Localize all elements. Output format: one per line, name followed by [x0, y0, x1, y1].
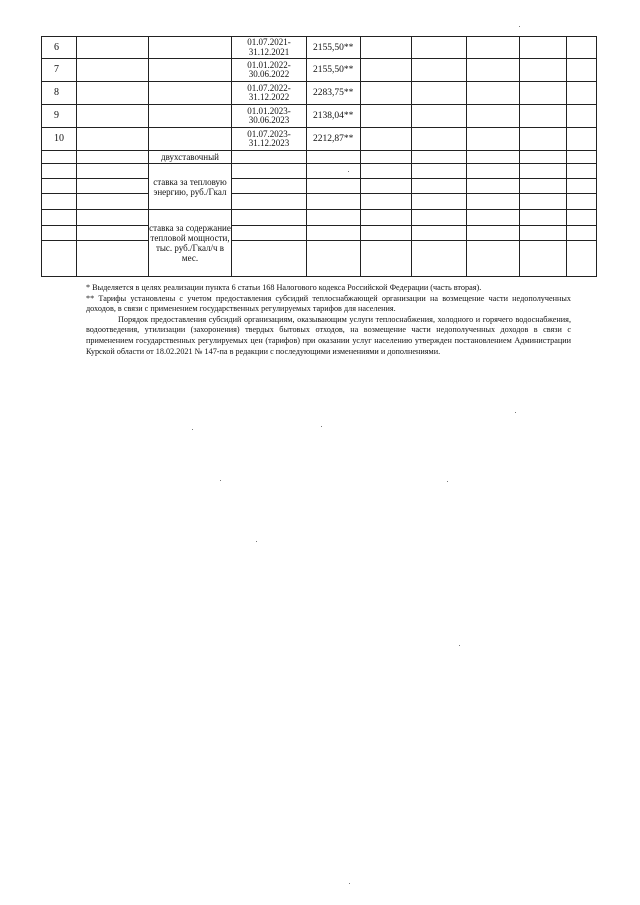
tariff-value: 2155,50**	[307, 59, 361, 82]
scan-speck	[515, 412, 516, 413]
scan-speck	[459, 645, 460, 646]
scan-speck	[192, 429, 193, 430]
scan-speck	[256, 541, 257, 542]
period-cell: 01.01.2022- 30.06.2022	[232, 59, 307, 82]
footnote-subsidy: ** Тарифы установлены с учетом предоставления субсидий теплоснабжающей организации на возмещение части недополученных доходов, в связи с применением государственных регулируемых тарифов для населения.	[86, 293, 571, 314]
row-number: 10	[42, 128, 77, 151]
row-number: 9	[42, 105, 77, 128]
table-row	[42, 210, 597, 226]
scan-speck	[519, 26, 520, 27]
row-number: 6	[42, 37, 77, 59]
subsidy-procedure-paragraph: Порядок предоставления субсидий организациям, оказывающим услуги теплоснабжения, холодного и горячего водоснабжения, водоотведения, утилизации (захоронения) твердых бытовых отходов, на возмещение части недополученных доходов в связи с применением государственных регулируемых цен (тарифов) при оказании услуг населению утвержден постановлением Администрации Курской области от 18.02.2021 № 147-па в редакции с последующими изменениями и дополнениями.	[86, 314, 571, 356]
row-number: 7	[42, 59, 77, 82]
table-row	[42, 226, 597, 241]
table-row	[42, 241, 597, 277]
footnotes	[86, 283, 571, 357]
table-row	[42, 128, 597, 151]
table-row	[42, 179, 597, 194]
tariff-value: 2155,50**	[307, 37, 361, 59]
period-cell: 01.01.2023- 30.06.2023	[232, 105, 307, 128]
scan-speck	[349, 883, 350, 884]
table-row	[42, 82, 597, 105]
tariff-value: 2283,75**	[307, 82, 361, 105]
table-row	[42, 59, 597, 82]
table-row	[42, 194, 597, 210]
two-part-tariff-label: двухставочный	[149, 151, 232, 164]
scan-speck	[220, 480, 221, 481]
tariff-table-body	[42, 37, 597, 277]
table-row	[42, 37, 597, 59]
table-row	[42, 105, 597, 128]
tariff-value: 2138,04**	[307, 105, 361, 128]
tariff-value: 2212,87**	[307, 128, 361, 151]
scan-speck	[447, 481, 448, 482]
energy-rate-label: ставка за тепловую энергию, руб./Гкал	[149, 164, 232, 210]
period-cell: 01.07.2022- 31.12.2022	[232, 82, 307, 105]
footnote-vat: * Выделяется в целях реализации пункта 6 статьи 168 Налогового кодекса Российской Федерации (часть вторая).	[86, 283, 482, 292]
table-row	[42, 151, 597, 164]
period-cell: 01.07.2021- 31.12.2021	[232, 37, 307, 59]
row-number: 8	[42, 82, 77, 105]
scan-speck	[321, 426, 322, 427]
table-row	[42, 164, 597, 179]
period-cell: 01.07.2023- 31.12.2023	[232, 128, 307, 151]
capacity-rate-label: ставка за содержание тепловой мощности, тыс. руб./Гкал/ч в мес.	[149, 210, 232, 277]
tariff-table	[41, 36, 597, 277]
scan-speck	[348, 171, 349, 172]
